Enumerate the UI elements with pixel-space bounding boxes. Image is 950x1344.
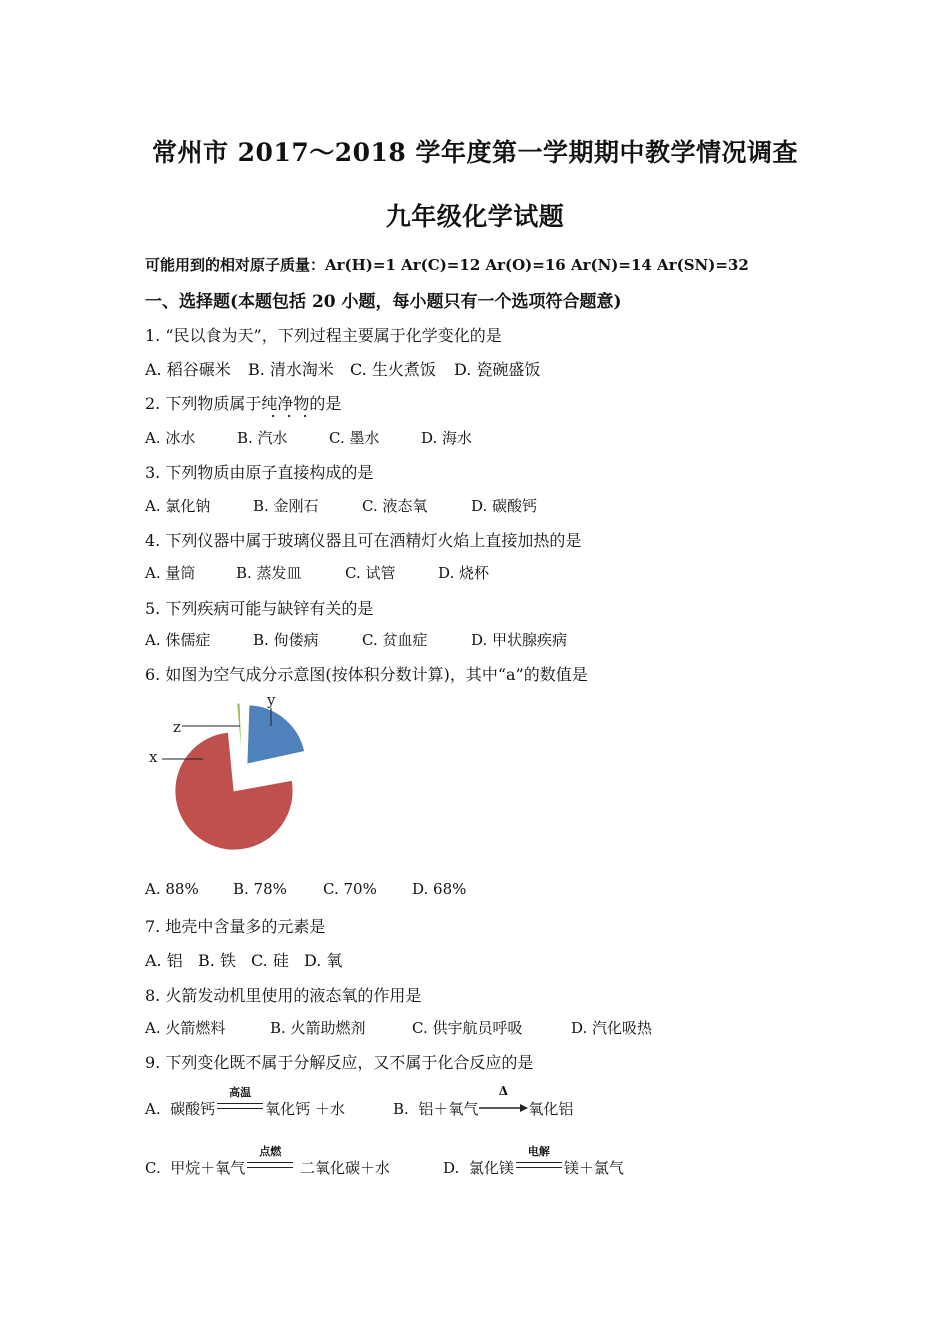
option-b: B. 铁 bbox=[198, 951, 236, 970]
option-b: B. 蒸发皿 bbox=[236, 564, 302, 582]
section-heading: 一、选择题(本题包括 20 小题，每小题只有一个选项符合题意) bbox=[145, 292, 622, 312]
question-2-stem: 2. 下列物质属于纯净物的是 bbox=[145, 391, 341, 414]
option-b: B. 金刚石 bbox=[253, 497, 319, 515]
option-a: A. 冰水 bbox=[145, 429, 196, 447]
question-3-stem: 3. 下列物质由原子直接构成的是 bbox=[145, 463, 374, 482]
exam-subtitle: 九年级化学试题 bbox=[385, 202, 565, 231]
question-4-stem: 4. 下列仪器中属于玻璃仪器且可在酒精灯火焰上直接加热的是 bbox=[145, 531, 582, 550]
option-c: C. 供宇航员呼吸 bbox=[412, 1019, 523, 1037]
option-b: B. 铝＋氧气 Δ 氧化铝 bbox=[393, 1084, 574, 1118]
pie-label-y: y bbox=[267, 691, 276, 709]
question-8-options bbox=[145, 1017, 652, 1038]
option-b: B. 佝偻病 bbox=[253, 631, 319, 649]
option-d: D. 68% bbox=[412, 880, 467, 898]
question-4-options bbox=[145, 562, 489, 583]
option-d: D. 海水 bbox=[421, 429, 473, 447]
equals-sign-condition: 电解 bbox=[514, 1156, 564, 1176]
question-1-options bbox=[145, 357, 540, 380]
emphasis-dots: 纯净物 bbox=[261, 394, 309, 419]
question-7-options bbox=[145, 948, 342, 971]
option-c: C. 生火煮饭 bbox=[350, 360, 436, 379]
question-1-stem: 1. “民以食为天”，下列过程主要属于化学变化的是 bbox=[145, 326, 502, 345]
option-a: A. 量筒 bbox=[145, 564, 196, 582]
question-7-stem: 7. 地壳中含量多的元素是 bbox=[145, 917, 326, 936]
question-9-stem: 9. 下列变化既不属于分解反应，又不属于化合反应的是 bbox=[145, 1053, 534, 1072]
atomic-mass-note: 可能用到的相对原子质量：Ar(H)=1 Ar(C)=12 Ar(O)=16 Ar(N)=14 Ar(SN)=32 bbox=[145, 256, 749, 274]
question-9-options-ab bbox=[145, 1084, 574, 1119]
option-d: D. 烧杯 bbox=[438, 564, 490, 582]
option-a: A. 稻谷碾米 bbox=[145, 360, 231, 379]
reaction-arrow-icon: Δ bbox=[478, 1097, 528, 1117]
question-6-options bbox=[145, 880, 466, 898]
equals-sign-condition: 点燃 bbox=[245, 1156, 295, 1176]
option-d: D. 汽化吸热 bbox=[571, 1019, 653, 1037]
option-c: C. 贫血症 bbox=[362, 631, 428, 649]
exam-title: 常州市 2017～2018 学年度第一学期期中教学情况调查 bbox=[151, 138, 799, 167]
option-b: B. 清水淘米 bbox=[248, 360, 334, 379]
option-b: B. 汽水 bbox=[237, 429, 288, 447]
option-b: B. 火箭助燃剂 bbox=[270, 1019, 366, 1037]
option-d: D. 甲状腺疾病 bbox=[471, 631, 568, 649]
option-c: C. 液态氧 bbox=[362, 497, 428, 515]
option-a: A. 氯化钠 bbox=[145, 497, 211, 515]
option-a: A. 侏儒症 bbox=[145, 631, 211, 649]
option-d: D. 氯化镁 电解 镁＋氯气 bbox=[443, 1145, 624, 1177]
option-a: A. 88% bbox=[145, 880, 199, 898]
option-c: C. 墨水 bbox=[329, 429, 380, 447]
option-d: D. 瓷碗盛饭 bbox=[454, 360, 541, 379]
pie-label-x: x bbox=[149, 748, 158, 766]
question-3-options bbox=[145, 495, 537, 516]
option-a: A. 火箭燃料 bbox=[145, 1019, 226, 1037]
option-c: C. 甲烷＋氧气 点燃 二氧化碳＋水 bbox=[145, 1145, 391, 1177]
equals-sign-condition: 高温 bbox=[215, 1097, 265, 1117]
option-a: A. 碳酸钙 高温 氧化钙 ＋水 bbox=[145, 1086, 345, 1118]
air-composition-pie-chart bbox=[140, 685, 320, 860]
pie-label-z: z bbox=[173, 718, 181, 736]
question-2-options bbox=[145, 427, 472, 448]
option-b: B. 78% bbox=[233, 880, 287, 898]
question-5-options bbox=[145, 629, 567, 650]
option-d: D. 碳酸钙 bbox=[471, 497, 538, 515]
option-c: C. 试管 bbox=[345, 564, 396, 582]
question-5-stem: 5. 下列疾病可能与缺锌有关的是 bbox=[145, 599, 374, 618]
option-a: A. 铝 bbox=[145, 951, 183, 970]
pie-slice-y bbox=[247, 705, 305, 764]
pie-slice-z bbox=[237, 703, 242, 762]
option-c: C. 70% bbox=[323, 880, 377, 898]
option-d: D. 氧 bbox=[304, 951, 343, 970]
question-8-stem: 8. 火箭发动机里使用的液态氧的作用是 bbox=[145, 986, 422, 1005]
option-c: C. 硅 bbox=[251, 951, 289, 970]
question-9-options-cd bbox=[145, 1145, 624, 1178]
question-6-stem: 6. 如图为空气成分示意图(按体积分数计算)，其中“a”的数值是 bbox=[145, 665, 588, 684]
